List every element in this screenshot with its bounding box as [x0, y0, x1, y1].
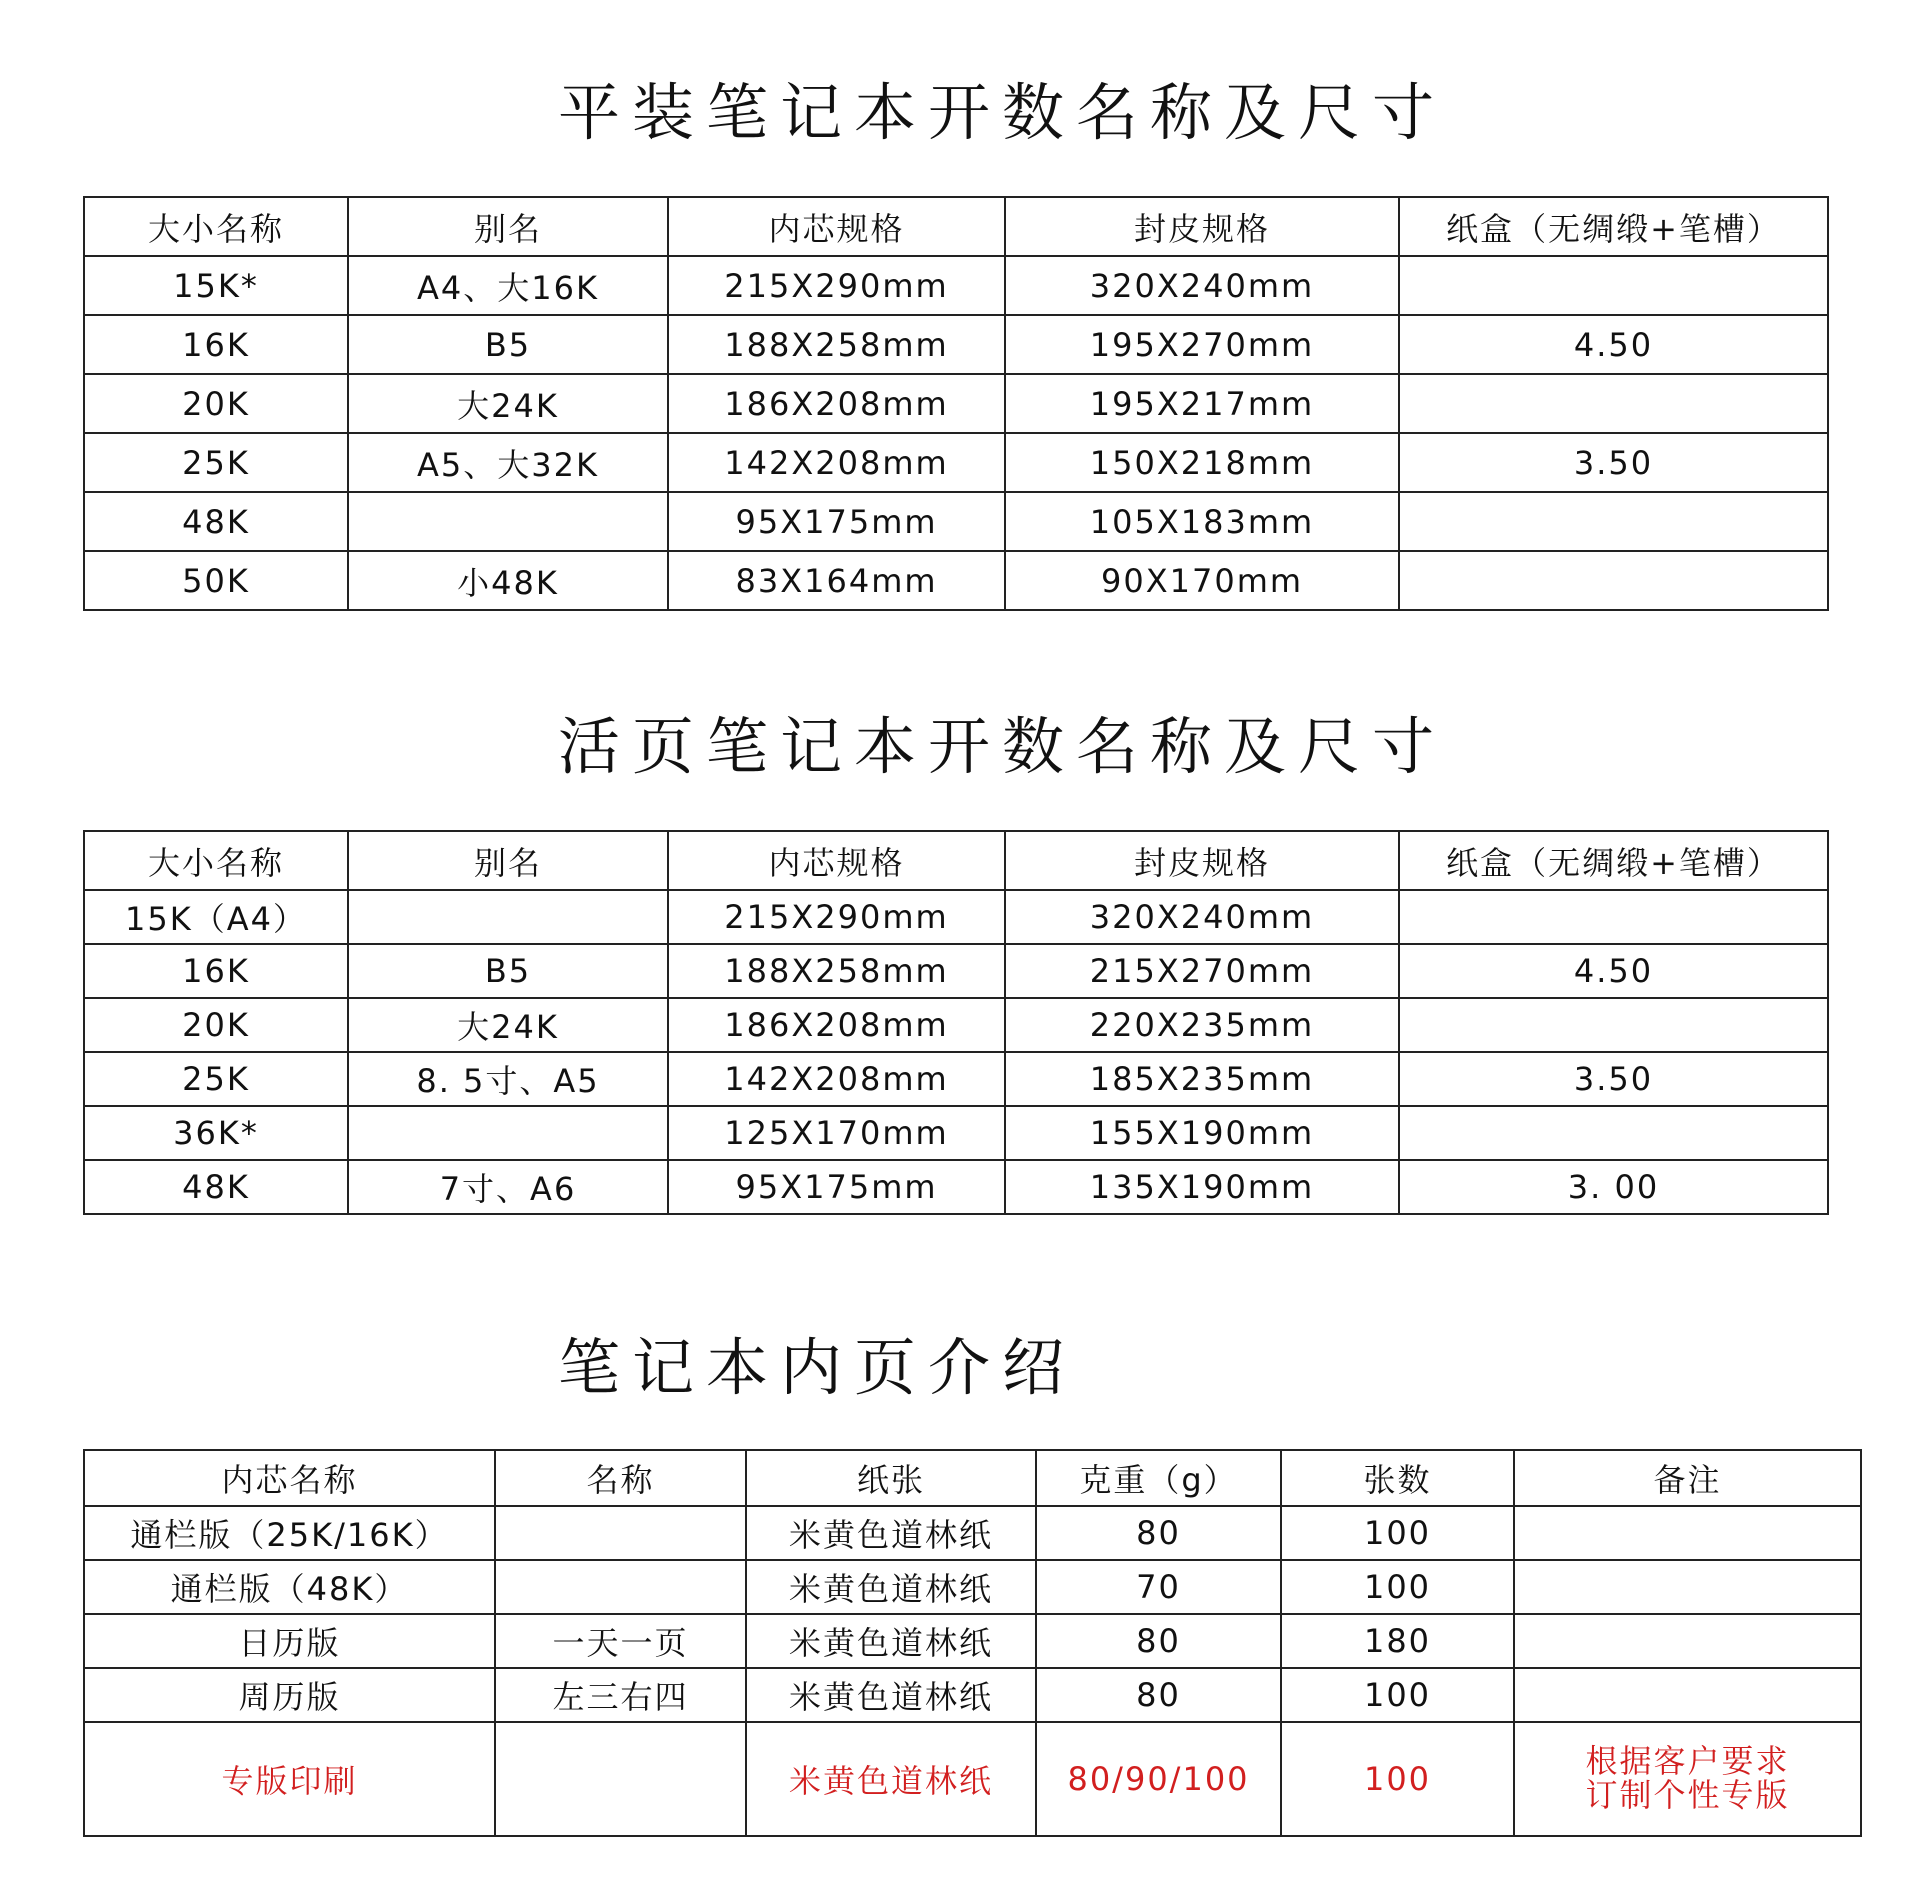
size-cell: 15K*: [84, 256, 348, 315]
size-cell: 36K*: [84, 1106, 348, 1160]
table-row: [84, 1160, 1828, 1214]
table-row: [84, 1560, 1861, 1614]
name-cell: [495, 1506, 746, 1560]
inner-spec-cell: 125X170mm: [668, 1106, 1005, 1160]
table-row: [84, 315, 1828, 374]
table-row: [84, 256, 1828, 315]
cover-spec-cell: 195X270mm: [1005, 315, 1399, 374]
section3-title: 笔记本内页介绍: [558, 1331, 1077, 1404]
weight-cell: 80: [1036, 1668, 1281, 1722]
header-cell: 备注: [1514, 1450, 1861, 1506]
weight-cell: 80/90/100: [1036, 1722, 1281, 1836]
weight-cell: 70: [1036, 1560, 1281, 1614]
inner-spec-cell: 188X258mm: [668, 944, 1005, 998]
table-row: [84, 998, 1828, 1052]
inner-spec-cell: 83X164mm: [668, 551, 1005, 610]
note-line: 订制个性专版: [1585, 1776, 1790, 1814]
core-name-cell: 通栏版（25K/16K）: [84, 1506, 495, 1560]
cover-spec-cell: 155X190mm: [1005, 1106, 1399, 1160]
table-header-row: [84, 1450, 1861, 1506]
cover-spec-cell: 90X170mm: [1005, 551, 1399, 610]
core-name-cell: 日历版: [84, 1614, 495, 1668]
size-cell: 15K（A4）: [84, 890, 348, 944]
alias-cell: [348, 890, 668, 944]
cover-spec-cell: 105X183mm: [1005, 492, 1399, 551]
paper-cell: 米黄色道林纸: [746, 1614, 1036, 1668]
core-name-cell: 专版印刷: [84, 1722, 495, 1836]
table-header-row: [84, 197, 1828, 256]
alias-cell: B5: [348, 944, 668, 998]
header-cell: 大小名称: [84, 197, 348, 256]
inner-spec-cell: 186X208mm: [668, 374, 1005, 433]
cover-spec-cell: 220X235mm: [1005, 998, 1399, 1052]
size-cell: 48K: [84, 492, 348, 551]
box-price-cell: [1399, 998, 1828, 1052]
table-header-row: [84, 831, 1828, 890]
header-cell: 名称: [495, 1450, 746, 1506]
note-cell: [1514, 1722, 1861, 1836]
box-price-cell: [1399, 1106, 1828, 1160]
sheets-cell: 100: [1281, 1722, 1514, 1836]
box-price-cell: [1399, 374, 1828, 433]
cover-spec-cell: 135X190mm: [1005, 1160, 1399, 1214]
name-cell: [495, 1560, 746, 1614]
core-name-cell: 通栏版（48K）: [84, 1560, 495, 1614]
paper-cell: 米黄色道林纸: [746, 1722, 1036, 1836]
size-cell: 50K: [84, 551, 348, 610]
header-cell: 内芯规格: [668, 831, 1005, 890]
size-cell: 20K: [84, 374, 348, 433]
inner-spec-cell: 142X208mm: [668, 433, 1005, 492]
table-row: [84, 890, 1828, 944]
special-row: [84, 1722, 1861, 1836]
inner-spec-cell: 215X290mm: [668, 256, 1005, 315]
header-cell: 纸盒（无绸缎+笔槽）: [1399, 831, 1828, 890]
cover-spec-cell: 195X217mm: [1005, 374, 1399, 433]
cover-spec-cell: 150X218mm: [1005, 433, 1399, 492]
box-price-cell: 3.50: [1399, 433, 1828, 492]
table-row: [84, 433, 1828, 492]
table-row: [84, 492, 1828, 551]
box-price-cell: [1399, 551, 1828, 610]
alias-cell: [348, 492, 668, 551]
table-row: [84, 1668, 1861, 1722]
header-cell: 别名: [348, 197, 668, 256]
header-cell: 克重（g）: [1036, 1450, 1281, 1506]
name-cell: 一天一页: [495, 1614, 746, 1668]
box-price-cell: [1399, 890, 1828, 944]
paper-cell: 米黄色道林纸: [746, 1506, 1036, 1560]
note-cell: [1514, 1614, 1861, 1668]
box-price-cell: 3.50: [1399, 1052, 1828, 1106]
header-cell: 封皮规格: [1005, 831, 1399, 890]
section2-title: 活页笔记本开数名称及尺寸: [558, 710, 1447, 783]
header-cell: 纸盒（无绸缎+笔槽）: [1399, 197, 1828, 256]
sheets-cell: 100: [1281, 1506, 1514, 1560]
note-cell: [1514, 1506, 1861, 1560]
header-cell: 张数: [1281, 1450, 1514, 1506]
header-cell: 纸张: [746, 1450, 1036, 1506]
header-cell: 封皮规格: [1005, 197, 1399, 256]
size-cell: 20K: [84, 998, 348, 1052]
sheets-cell: 100: [1281, 1668, 1514, 1722]
table-row: [84, 1506, 1861, 1560]
section2-table: [83, 830, 1829, 1215]
size-cell: 48K: [84, 1160, 348, 1214]
cover-spec-cell: 320X240mm: [1005, 890, 1399, 944]
header-cell: 别名: [348, 831, 668, 890]
alias-cell: 7寸、A6: [348, 1160, 668, 1214]
table-row: [84, 1052, 1828, 1106]
section1-title: 平装笔记本开数名称及尺寸: [558, 76, 1447, 149]
header-cell: 内芯名称: [84, 1450, 495, 1506]
alias-cell: 8. 5寸、A5: [348, 1052, 668, 1106]
header-cell: 大小名称: [84, 831, 348, 890]
note-cell: [1514, 1560, 1861, 1614]
box-price-cell: [1399, 256, 1828, 315]
inner-spec-cell: 186X208mm: [668, 998, 1005, 1052]
alias-cell: 大24K: [348, 998, 668, 1052]
table-row: [84, 1106, 1828, 1160]
box-price-cell: 4.50: [1399, 315, 1828, 374]
inner-spec-cell: 142X208mm: [668, 1052, 1005, 1106]
size-cell: 16K: [84, 944, 348, 998]
sheets-cell: 100: [1281, 1560, 1514, 1614]
name-cell: 左三右四: [495, 1668, 746, 1722]
table-row: [84, 551, 1828, 610]
alias-cell: B5: [348, 315, 668, 374]
section3-table: [83, 1449, 1862, 1837]
alias-cell: A4、大16K: [348, 256, 668, 315]
note-line: 根据客户要求: [1585, 1742, 1790, 1781]
table-row: [84, 1614, 1861, 1668]
paper-cell: 米黄色道林纸: [746, 1668, 1036, 1722]
section1-table: [83, 196, 1829, 611]
name-cell: [495, 1722, 746, 1836]
box-price-cell: 3. 00: [1399, 1160, 1828, 1214]
size-cell: 25K: [84, 1052, 348, 1106]
size-cell: 16K: [84, 315, 348, 374]
cover-spec-cell: 320X240mm: [1005, 256, 1399, 315]
box-price-cell: 4.50: [1399, 944, 1828, 998]
weight-cell: 80: [1036, 1614, 1281, 1668]
sheets-cell: 180: [1281, 1614, 1514, 1668]
weight-cell: 80: [1036, 1506, 1281, 1560]
alias-cell: A5、大32K: [348, 433, 668, 492]
paper-cell: 米黄色道林纸: [746, 1560, 1036, 1614]
header-cell: 内芯规格: [668, 197, 1005, 256]
size-cell: 25K: [84, 433, 348, 492]
inner-spec-cell: 188X258mm: [668, 315, 1005, 374]
alias-cell: [348, 1106, 668, 1160]
inner-spec-cell: 95X175mm: [668, 1160, 1005, 1214]
alias-cell: 小48K: [348, 551, 668, 610]
table-row: [84, 944, 1828, 998]
note-cell: [1514, 1668, 1861, 1722]
inner-spec-cell: 215X290mm: [668, 890, 1005, 944]
inner-spec-cell: 95X175mm: [668, 492, 1005, 551]
alias-cell: 大24K: [348, 374, 668, 433]
core-name-cell: 周历版: [84, 1668, 495, 1722]
cover-spec-cell: 185X235mm: [1005, 1052, 1399, 1106]
box-price-cell: [1399, 492, 1828, 551]
table-row: [84, 374, 1828, 433]
cover-spec-cell: 215X270mm: [1005, 944, 1399, 998]
